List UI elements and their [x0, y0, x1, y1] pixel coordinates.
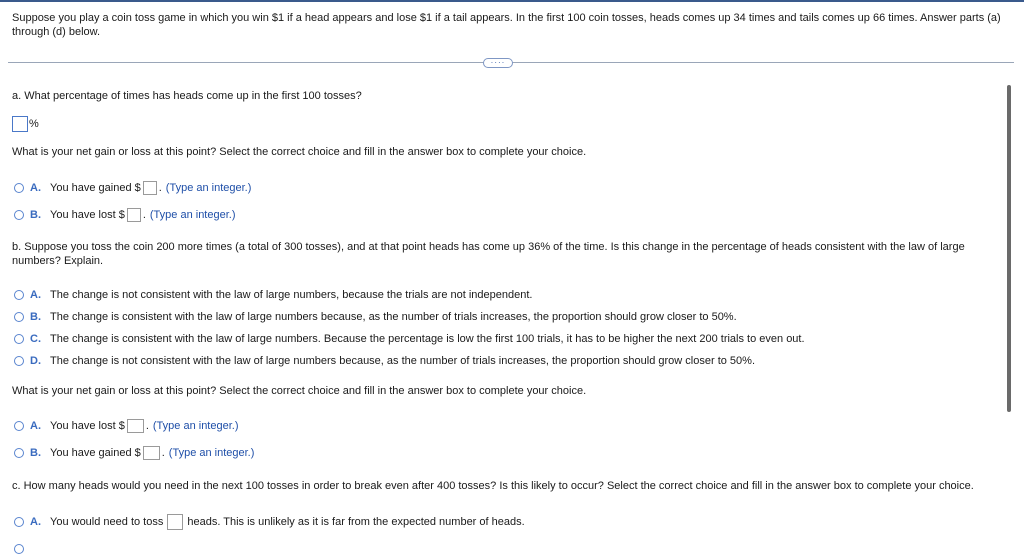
part-b-choice-b[interactable]: [14, 310, 737, 324]
gain-amount-input[interactable]: [143, 181, 157, 195]
part-a-question: a. What percentage of times has heads come up in the first 100 tosses?: [12, 90, 362, 102]
loss-amount-input[interactable]: [127, 419, 144, 433]
loss-amount-input[interactable]: [127, 208, 141, 222]
choice-letter: D.: [30, 355, 41, 367]
choice-suffix: .: [142, 209, 146, 221]
choice-suffix: heads. This is unlikely as it is far from the expected number of heads.: [187, 516, 525, 528]
part-b-choice-a[interactable]: [14, 288, 532, 302]
top-accent-bar: [0, 0, 1024, 2]
choice-text: The change is not consistent with the law of large numbers, because the trials are not independent.: [50, 289, 533, 301]
part-a-followup: What is your net gain or loss at this point? Select the correct choice and fill in the answer box to complete your choice.: [12, 146, 587, 158]
part-c-choice-b-clipped[interactable]: [14, 542, 30, 556]
choice-letter: A.: [30, 182, 41, 194]
choice-letter: A.: [30, 289, 41, 301]
part-b-followup: What is your net gain or loss at this point? Select the correct choice and fill in the answer box to complete your choice.: [12, 385, 587, 397]
part-a-choice-b[interactable]: [14, 208, 236, 222]
choice-prefix: You would need to toss: [50, 516, 164, 528]
choice-text: The change is consistent with the law of large numbers because, as the number of trials increases, the proportion should grow closer to 50%.: [50, 311, 737, 323]
expand-ellipsis-button[interactable]: ····: [483, 58, 513, 68]
vertical-scrollbar[interactable]: [1007, 85, 1011, 412]
part-b-choice-d[interactable]: [14, 354, 755, 368]
problem-intro: Suppose you play a coin toss game in which you win $1 if a head appears and lose $1 if a tail appears. In the first 100 coin tosses, heads comes up 34 times and tails comes up 66 times. Answer parts (a) through (d) below.: [12, 12, 1001, 38]
part-b-question: b. Suppose you toss the coin 200 more times (a total of 300 tosses), and at that point heads has come up 36% of the time. Is this change in the percentage of heads consistent with the law of large numbers? Explain.: [12, 241, 965, 267]
choice-letter: B.: [30, 447, 41, 459]
choice-text: The change is consistent with the law of large numbers. Because the percentage is low the first 100 trials, it has to be higher the next 200 trials to even out.: [50, 333, 805, 345]
radio-button[interactable]: [14, 421, 24, 431]
choice-letter: C.: [30, 333, 41, 345]
choice-suffix: .: [158, 182, 162, 194]
gain-amount-input[interactable]: [143, 446, 160, 460]
radio-button[interactable]: [14, 183, 24, 193]
part-b-gain-choice-a[interactable]: [14, 419, 239, 433]
type-hint: (Type an integer.): [152, 420, 239, 432]
radio-button[interactable]: [14, 290, 24, 300]
choice-letter: A.: [30, 516, 41, 528]
choice-prefix: You have gained $: [50, 182, 141, 194]
choice-suffix: .: [161, 447, 165, 459]
type-hint: (Type an integer.): [165, 182, 252, 194]
radio-button[interactable]: [14, 312, 24, 322]
choice-prefix: You have lost $: [50, 420, 125, 432]
choice-prefix: You have lost $: [50, 209, 125, 221]
part-a-choice-a[interactable]: [14, 181, 251, 195]
choice-letter: B.: [30, 209, 41, 221]
percent-answer-input[interactable]: [12, 116, 28, 132]
choice-letter: B.: [30, 311, 41, 323]
type-hint: (Type an integer.): [168, 447, 255, 459]
radio-button[interactable]: [14, 334, 24, 344]
choice-suffix: .: [145, 420, 149, 432]
type-hint: (Type an integer.): [149, 209, 236, 221]
percent-sign: %: [29, 118, 39, 130]
radio-button[interactable]: [14, 517, 24, 527]
part-b-choice-c[interactable]: [14, 332, 805, 346]
radio-button[interactable]: [14, 544, 24, 554]
heads-needed-input[interactable]: [167, 514, 183, 530]
radio-button[interactable]: [14, 210, 24, 220]
radio-button[interactable]: [14, 448, 24, 458]
choice-letter: A.: [30, 420, 41, 432]
part-b-gain-choice-b[interactable]: [14, 446, 254, 460]
choice-text: The change is not consistent with the law of large numbers because, as the number of trials increases, the proportion should grow closer to 50%.: [50, 355, 755, 367]
radio-button[interactable]: [14, 356, 24, 366]
choice-prefix: You have gained $: [50, 447, 141, 459]
part-c-question: c. How many heads would you need in the next 100 tosses in order to break even after 400 tosses? Is this likely to occur? Select the correct choice and fill in the answer box to complete your choice.: [12, 480, 974, 492]
percent-answer-row: [12, 115, 39, 133]
part-c-choice-a[interactable]: [14, 515, 525, 529]
